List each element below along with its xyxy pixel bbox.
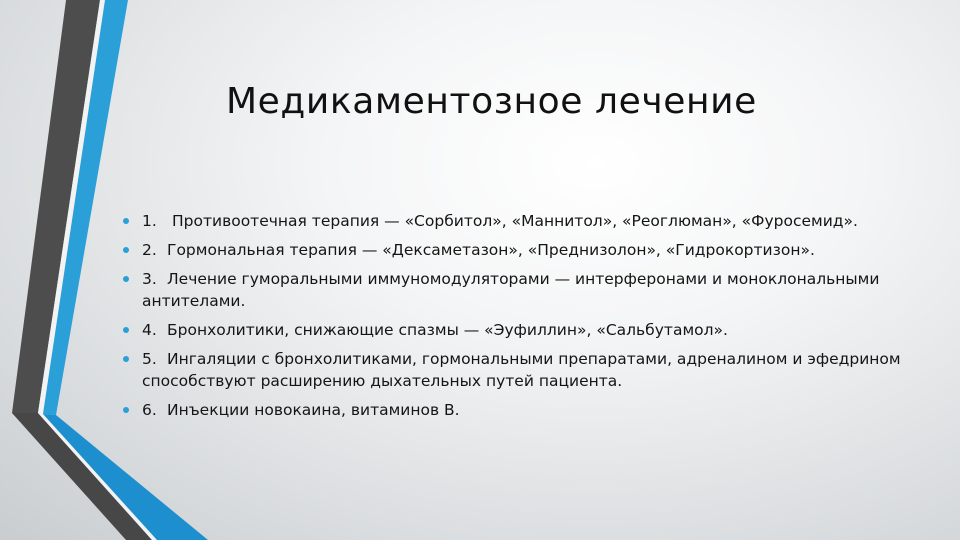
- slide-title: Медикаментозное лечение: [226, 81, 757, 122]
- item-number: 1.: [142, 212, 157, 230]
- item-text: Инъекции новокаина, витаминов В.: [167, 401, 460, 419]
- bullet-dot-icon: [123, 407, 129, 413]
- list-item: [122, 268, 902, 312]
- bullet-dot-icon: [123, 356, 129, 362]
- bullet-dot-icon: [123, 247, 129, 253]
- list-item: [122, 399, 902, 421]
- item-text: Лечение гуморальными иммуномодуляторами — интерферонами и моноклональными антителами.: [142, 270, 880, 310]
- item-number: 4.: [142, 321, 157, 339]
- item-text: Гормональная терапия — «Дексаметазон», «Преднизолон», «Гидрокортизон».: [167, 241, 815, 259]
- list-item: [122, 348, 902, 392]
- item-text: Противоотечная терапия — «Сорбитол», «Маннитол», «Реоглюман», «Фуросемид».: [172, 212, 858, 230]
- bullet-dot-icon: [123, 276, 129, 282]
- light-stripe-lower: [38, 413, 157, 540]
- dark-stripe-lower: [12, 413, 152, 540]
- item-text: Ингаляции с бронхолитиками, гормональными препаратами, адреналином и эфедрином способствуют расширению дыхательных путей пациента.: [142, 350, 901, 390]
- item-number: 6.: [142, 401, 157, 419]
- list-item: [122, 239, 902, 261]
- bullet-dot-icon: [123, 327, 129, 333]
- item-number: 2.: [142, 241, 157, 259]
- item-text: Бронхолитики, снижающие спазмы — «Эуфиллин», «Сальбутамол».: [167, 321, 728, 339]
- bullet-list: [122, 210, 902, 428]
- bullet-dot-icon: [123, 218, 129, 224]
- list-item: [122, 319, 902, 341]
- item-number: 5.: [142, 350, 157, 368]
- list-item: [122, 210, 902, 232]
- item-number: 3.: [142, 270, 157, 288]
